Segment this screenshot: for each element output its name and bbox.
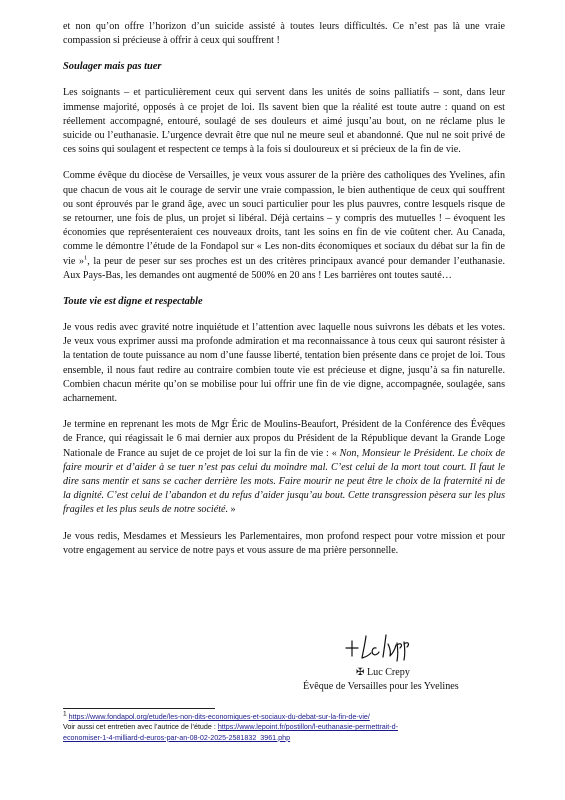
paragraph-soignants: Les soignants – et particulièrement ceux qui servent dans les unités de soins palliatifs – sont, dans leur immense majorité, opposés à ce projet de loi. Ils savent bien que la réalité est toute autre : quand on est réellement accompagné, entouré, soulagé de ses douleurs et aimé jusqu’au bout, on ne réclame plus le suicide ou l’euthanasie. L’urgence devrait être que nul ne meure seul et abandonné. Que nul ne soit privé de ces soins qui soulagent et respectent ce temps à la fois si douloureux et si précieux de la fin de vie. [63,87,505,156]
section-heading-soulager: Soulager mais pas tuer [63,61,162,73]
signatory-title: Évêque de Versailles pour les Yvelines [303,681,459,692]
signatory-name: ✠ Luc Crepy [356,667,410,678]
footnote-2-link-line2[interactable]: economiser-1-4-milliard-d-euros-par-an-08-02-2025-2581832_3961.php [63,733,291,742]
paragraph-eveque [63,169,505,283]
letter-body [63,20,505,564]
footnote-2 [63,722,509,732]
footnote-2-link-line1[interactable]: https://www.lepoint.fr/postillon/l-euthanasie-permettrait-d- [217,723,398,732]
footnote-1-marker: 1 [63,710,67,718]
paragraph-conclusion-text-b: » [228,504,236,516]
quotation: Non, Monsieur le Président. Le choix de faire mourir et d’aider à se tuer n’est pas celui du moindre mal. C’est celui de la mort tout court. Il faut le dire sans mentir et sans se cacher derrière les mots. Faire mourir ne peut être le choix de la fraternité ni de la dignité. C’est celui de l’abandon et du refus d’aider jusqu’au bout. Cette transgression pèsera sur les plus fragiles et les plus seuls de notre société. [63,447,505,516]
footnote-1 [63,712,509,722]
footnote-ref[interactable]: 1 [84,254,88,262]
footnote-2-continuation [63,733,509,743]
footnote-2-text: Voir aussi cet entretien avec l’autrice de l’étude : [63,723,218,732]
paragraph-conclusion [63,418,505,517]
section-heading-toute-vie: Toute vie est digne et respectable [63,296,203,308]
paragraph-gravite: Je vous redis avec gravité notre inquiétude et l’attention avec laquelle nous suivrons les débats et les votes. Je veux vous exprimer aussi ma profonde admiration et ma reconnaissance à tous ceux qui sauront résister à la tentation de toute puissance au nom d’une fausse liberté, tentation bien présente dans ce projet de loi. Tous ensemble, il nous faut redire au contraire combien toute vie est précieuse et digne, jusqu’à sa fin naturelle. Combien chacun mérite qu’on se mobilise pour lui offrir une fin de vie digne, accompagnée, soulagée, sans acharnement. [63,322,505,405]
footnote-divider [63,708,215,709]
paragraph-eveque-text-a: Comme évêque du diocèse de Versailles, je veux vous assurer de la prière des catholiques des Yvelines, afin que chacun de vous ait le courage de servir une vraie compassion, le bien authentique de ceux qui souffrent ou sont éprouvés par le grand âge, avec un souci particulier pour les plus pauvres, contre lesquels risque de se retourner, une fois de plus, un projet si libéral. Déjà certains – y compris des mutuelles ! – évoquent les économies que représenteraient ces nouveaux droits, tant les soins en fin de vie coûtent cher. Au Canada, comme le démontre l’étude de la Fondapol sur « Les non-dits économiques et sociaux du débat sur la fin de vie » [63,170,505,267]
paragraph-intro: et non qu’on offre l’horizon d’un suicide assisté à toutes leurs difficultés. Ce n’est pas là une vraie compassion si précieuse à offrir à ceux qui souffrent ! [63,21,505,47]
paragraph-eveque-text-b: , la peur de peser sur ses proches est un des critères principaux avancé pour demander l’euthanasie. Aux Pays-Bas, les demandes ont augmenté de 500% en 20 ans ! Les barrières ont toutes sauté… [63,255,505,281]
footnote-1-link[interactable]: https://www.fondapol.org/etude/les-non-dits-economiques-et-sociaux-du-debat-sur-la-fin-de-vie/ [68,713,370,721]
paragraph-conclusion-text-a: Je termine en reprenant les mots de Mgr Éric de Moulins-Beaufort, Président de la Conférence des Évêques de France, qui réagissait le 6 mai dernier aux propos du Président de la République devant la Grande Loge Nationale de France au sujet de ce projet de loi sur la fin de vie : « [63,419,505,459]
footnotes [63,712,509,743]
handwritten-signature [340,630,420,662]
paragraph-respect: Je vous redis, Mesdames et Messieurs les Parlementaires, mon profond respect pour votre mission et pour votre engagement au service de notre pays et vous assure de ma prière personnelle. [63,530,505,556]
